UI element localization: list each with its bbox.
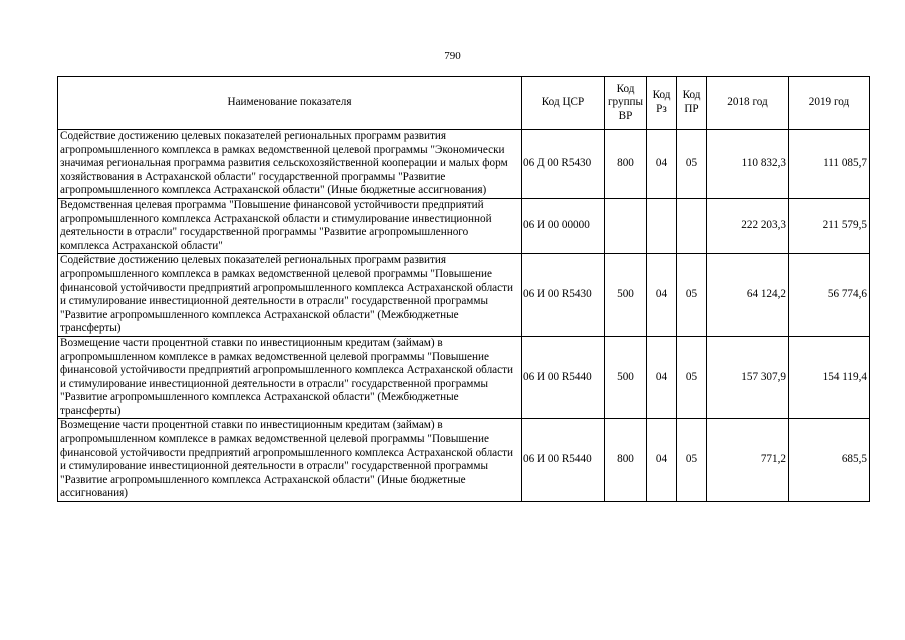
table-row	[58, 254, 870, 337]
row-name: Содействие достижению целевых показателей региональных программ развития агропромышленного комплекса в рамках ведомственной целевой программы "Повышение финансовой устойчивости предприятий агропромышленного комплекса Астраханской области и стимулирование инвестиционной деятельности в отрасли" государственной программы "Развитие агропромышленного комплекса Астраханской области" (Межбюджетные трансферты)	[58, 254, 522, 337]
table-row	[58, 198, 870, 253]
header-2018: 2018 год	[707, 77, 789, 130]
header-2019: 2019 год	[789, 77, 870, 130]
row-2018: 157 307,9	[707, 336, 789, 419]
row-2019: 211 579,5	[789, 198, 870, 253]
row-rz: 04	[647, 130, 677, 199]
row-csr: 06 И 00 00000	[522, 198, 605, 253]
row-2019: 685,5	[789, 419, 870, 502]
row-rz	[647, 198, 677, 253]
row-name: Ведомственная целевая программа "Повышение финансовой устойчивости предприятий агропромышленного комплекса Астраханской области и стимулирование инвестиционной деятельности в отрасли" государственной программы "Развитие агропромышленного комплекса Астраханской области"	[58, 198, 522, 253]
row-vr: 800	[605, 419, 647, 502]
header-vr: Код группы ВР	[605, 77, 647, 130]
row-vr: 500	[605, 254, 647, 337]
row-rz: 04	[647, 336, 677, 419]
row-2018: 222 203,3	[707, 198, 789, 253]
page-number: 790	[444, 50, 461, 62]
row-2019: 154 119,4	[789, 336, 870, 419]
row-pr: 05	[677, 130, 707, 199]
row-csr: 06 Д 00 R5430	[522, 130, 605, 199]
row-pr: 05	[677, 336, 707, 419]
table-row	[58, 336, 870, 419]
row-2019: 111 085,7	[789, 130, 870, 199]
row-name: Содействие достижению целевых показателей региональных программ развития агропромышленного комплекса в рамках ведомственной целевой программы "Экономически значимая региональная программа развития сельскохозяйственной кооперации и малых форм хозяйствования в Астраханской области" государственной программы "Развитие агропромышленного комплекса Астраханской области" (Иные бюджетные ассигнования)	[58, 130, 522, 199]
row-csr: 06 И 00 R5430	[522, 254, 605, 337]
budget-table	[57, 76, 870, 502]
table-row	[58, 419, 870, 502]
row-csr: 06 И 00 R5440	[522, 419, 605, 502]
row-2018: 771,2	[707, 419, 789, 502]
row-2018: 64 124,2	[707, 254, 789, 337]
row-vr: 500	[605, 336, 647, 419]
header-csr: Код ЦСР	[522, 77, 605, 130]
row-name: Возмещение части процентной ставки по инвестиционным кредитам (займам) в агропромышленном комплексе в рамках ведомственной целевой программы "Повышение финансовой устойчивости предприятий агропромышленного комплекса Астраханской области и стимулирование инвестиционной деятельности в отрасли" государственной программы "Развитие агропромышленного комплекса Астраханской области" (Иные бюджетные ассигнования)	[58, 419, 522, 502]
row-pr: 05	[677, 419, 707, 502]
header-name: Наименование показателя	[58, 77, 522, 130]
table-header-row	[58, 77, 870, 130]
row-pr: 05	[677, 254, 707, 337]
row-2019: 56 774,6	[789, 254, 870, 337]
header-rz: Код Рз	[647, 77, 677, 130]
row-rz: 04	[647, 254, 677, 337]
row-vr: 800	[605, 130, 647, 199]
row-rz: 04	[647, 419, 677, 502]
row-pr	[677, 198, 707, 253]
row-csr: 06 И 00 R5440	[522, 336, 605, 419]
header-pr: Код ПР	[677, 77, 707, 130]
table-row	[58, 130, 870, 199]
row-name: Возмещение части процентной ставки по инвестиционным кредитам (займам) в агропромышленном комплексе в рамках ведомственной целевой программы "Повышение финансовой устойчивости предприятий агропромышленного комплекса Астраханской области и стимулирование инвестиционной деятельности в отрасли" государственной программы "Развитие агропромышленного комплекса Астраханской области" (Межбюджетные трансферты)	[58, 336, 522, 419]
row-2018: 110 832,3	[707, 130, 789, 199]
row-vr	[605, 198, 647, 253]
